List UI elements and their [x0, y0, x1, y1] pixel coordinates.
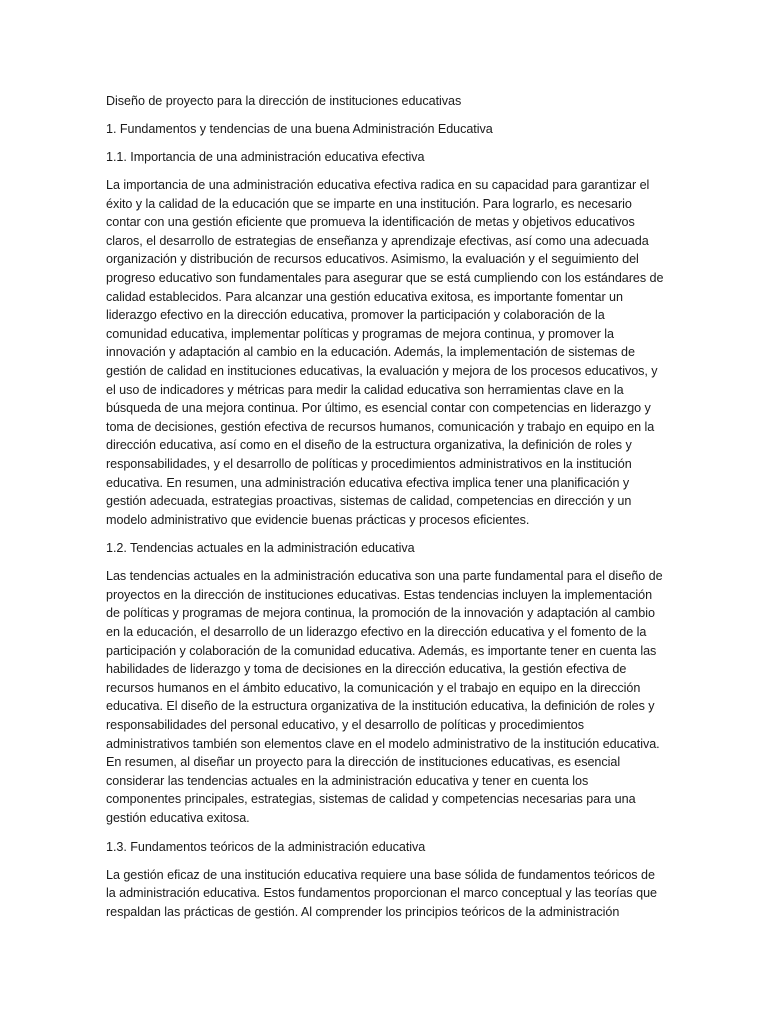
- section-1-3-heading: 1.3. Fundamentos teóricos de la administración educativa: [106, 839, 426, 854]
- section-1-1-paragraph: La importancia de una administración educativa efectiva radica en su capacidad para garantizar el éxito y la calidad de la educación que se imparte en una institución. Para lograrlo, es necesario contar con una gestión eficiente que promueva la identificación de metas y objetivos educativos claros, el desarrollo de estrategias de enseñanza y aprendizaje efectivas, así como una adecuada organización y distribución de recursos educativos. Asimismo, la evaluación y el seguimiento del progreso educativo son fundamentales para asegurar que se está cumpliendo con los estándares de calidad establecidos. Para alcanzar una gestión educativa exitosa, es importante fomentar un liderazgo efectivo en la dirección educativa, promover la participación y colaboración de la comunidad educativa, implementar políticas y programas de mejora continua, y promover la innovación y adaptación al cambio en la educación. Además, la implementación de sistemas de gestión de calidad en instituciones educativas, la evaluación y mejora de los procesos educativos, y el uso de indicadores y métricas para medir la calidad educativa son herramientas clave en la búsqueda de una mejora continua. Por último, es esencial contar con competencias en liderazgo y toma de decisiones, gestión efectiva de recursos humanos, comunicación y trabajo en equipo en la dirección educativa, así como en el diseño de la estructura organizativa, la definición de roles y responsabilidades, y el desarrollo de políticas y procedimientos administrativos en la institución educativa. En resumen, una administración educativa efectiva implica tener una planificación y gestión adecuada, estrategias proactivas, sistemas de calidad, competencias en dirección y un modelo administrativo que evidencie buenas prácticas y procesos eficientes.: [106, 178, 664, 527]
- document-title: Diseño de proyecto para la dirección de instituciones educativas: [106, 94, 462, 108]
- section-1-2-paragraph: Las tendencias actuales en la administración educativa son una parte fundamental para el diseño de proyectos en la dirección de instituciones educativas. Estas tendencias incluyen la implementación de políticas y programas de mejora continua, la promoción de la innovación y adaptación al cambio en la educación, el desarrollo de un liderazgo efectivo en la dirección educativa y el fomento de la participación y colaboración de la comunidad educativa. Además, es importante tener en cuenta las habilidades de liderazgo y toma de decisiones en la dirección educativa, la gestión efectiva de recursos humanos en el ámbito educativo, la comunicación y el trabajo en equipo en la dirección educativa. El diseño de la estructura organizativa de la institución educativa, la definición de roles y responsabilidades del personal educativo, y el desarrollo de políticas y procedimientos administrativos también son elementos clave en el modelo administrativo de la institución educativa. En resumen, al diseñar un proyecto para la dirección de instituciones educativas, es esencial considerar las tendencias actuales en la administración educativa y tener en cuenta los componentes principales, estrategias, sistemas de calidad y competencias necesarias para una gestión educativa exitosa.: [106, 569, 663, 825]
- section-1-3-paragraph: La gestión eficaz de una institución educativa requiere una base sólida de fundamentos teóricos de la administración educativa. Estos fundamentos proporcionan el marco conceptual y las teorías que respaldan las prácticas de gestión. Al comprender los principios teóricos de la administración: [106, 867, 657, 919]
- section-1-1-heading: 1.1. Importancia de una administración educativa efectiva: [106, 150, 425, 164]
- section-1-heading: 1. Fundamentos y tendencias de una buena Administración Educativa: [106, 122, 493, 136]
- section-1-2-heading: 1.2. Tendencias actuales en la administración educativa: [106, 541, 415, 556]
